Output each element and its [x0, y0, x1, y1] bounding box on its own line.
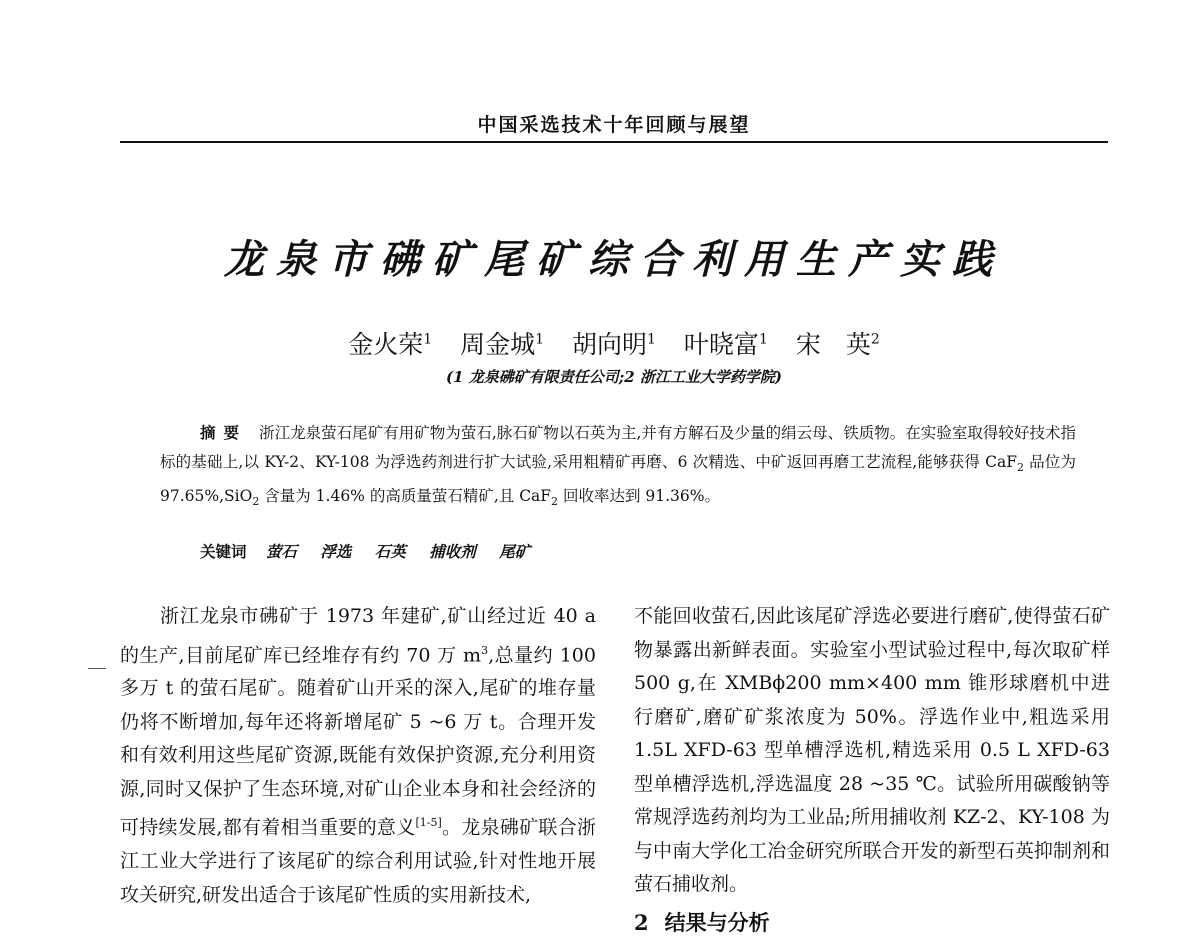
author: 叶晓富$^1$: [683, 330, 768, 359]
citation: [1-5]: [415, 816, 442, 830]
running-header: 中国采选技术十年回顾与展望: [477, 114, 751, 136]
keyword: 石英: [374, 542, 406, 561]
body-paragraph: 不能回收萤石,因此该尾矿浮选必要进行磨矿,使得萤石矿物暴露出新鲜表面。实验室小型试验过程中,每次取矿样 500 g,在 XMBϕ200 mm×400 mm 锥形球磨机中进行磨矿,磨矿矿浆浓度为 50%。浮选作业中,粗选采用 1.5L XFD-63 型单槽浮选机,精选采用 0.5 L XFD-63 型单槽浮选机,浮选温度 28 ~35 ℃。试验所用碳酸钠等常规浮选药剂均为工业品;所用捕收剂 KZ-2、KY-108 为与中南大学化工冶金研究所联合开发的新型石英抑制剂和萤石捕收剂。: [634, 605, 1110, 895]
abstract-label: 摘要: [200, 423, 248, 442]
keyword: 尾矿: [499, 542, 531, 561]
author: 周金城$^1$: [460, 330, 545, 359]
keyword: 萤石: [265, 542, 297, 561]
body-column-right: [634, 600, 1110, 939]
section-heading: 2 结果与分析: [634, 909, 770, 935]
keywords-label: 关键词: [200, 542, 247, 561]
author: 胡向明$^1$: [572, 330, 656, 359]
keywords: [200, 540, 1080, 562]
author-list: [120, 325, 1108, 361]
body-column-left: [120, 600, 596, 912]
body-paragraph: 浙江龙泉市砩矿于 1973 年建矿,矿山经过近 40 a 的生产,目前尾矿库已经堆存有约 70 万 $m^3$,总量约 100 多万 t 的萤石尾矿。随着矿山开采的深入,尾矿的堆存量仍将不断增加,每年还将新增尾矿 5 ~6 万 t。合理开发和有效利用这些尾矿资源,既能有效保护资源,充分利用资源,同时又保护了生态环境,对矿山企业本身和社会经济的可持续发展,都有着相当重要的意义[1-5]。龙泉砩矿联合浙江工业大学进行了该尾矿的综合利用试验,针对性地开展攻关研究,研发出适合于该尾矿性质的实用新技术,: [120, 605, 596, 906]
header-rule: [120, 141, 1108, 143]
author: 宋 英$^2$: [795, 330, 880, 359]
article-title: 龙泉市砩矿尾矿综合利用生产实践: [224, 236, 1004, 283]
affiliations: (1 龙泉砩矿有限责任公司;2 浙江工业大学药学院): [445, 368, 783, 386]
abstract: 摘要 浙江龙泉萤石尾矿有用矿物为萤石,脉石矿物以石英为主,并有方解石及少量的绢云母、铁质物。在实验室取得较好技术指标的基础上,以 KY-2、KY-108 为浮选药剂进行扩大试验,采用粗精矿再磨、6 次精选、中矿返回再磨工艺流程,能够获得 CaF$_2$ 品位为 97.65%,SiO$_2$ 含量为 1.46% 的高质量萤石精矿,且 CaF$_2$ 回收率达到 91.36%。: [160, 423, 1076, 509]
author: 金火荣$^1$: [348, 330, 433, 359]
keyword: 捕收剂: [429, 542, 476, 561]
margin-mark: [88, 668, 106, 669]
keyword: 浮选: [320, 542, 352, 561]
